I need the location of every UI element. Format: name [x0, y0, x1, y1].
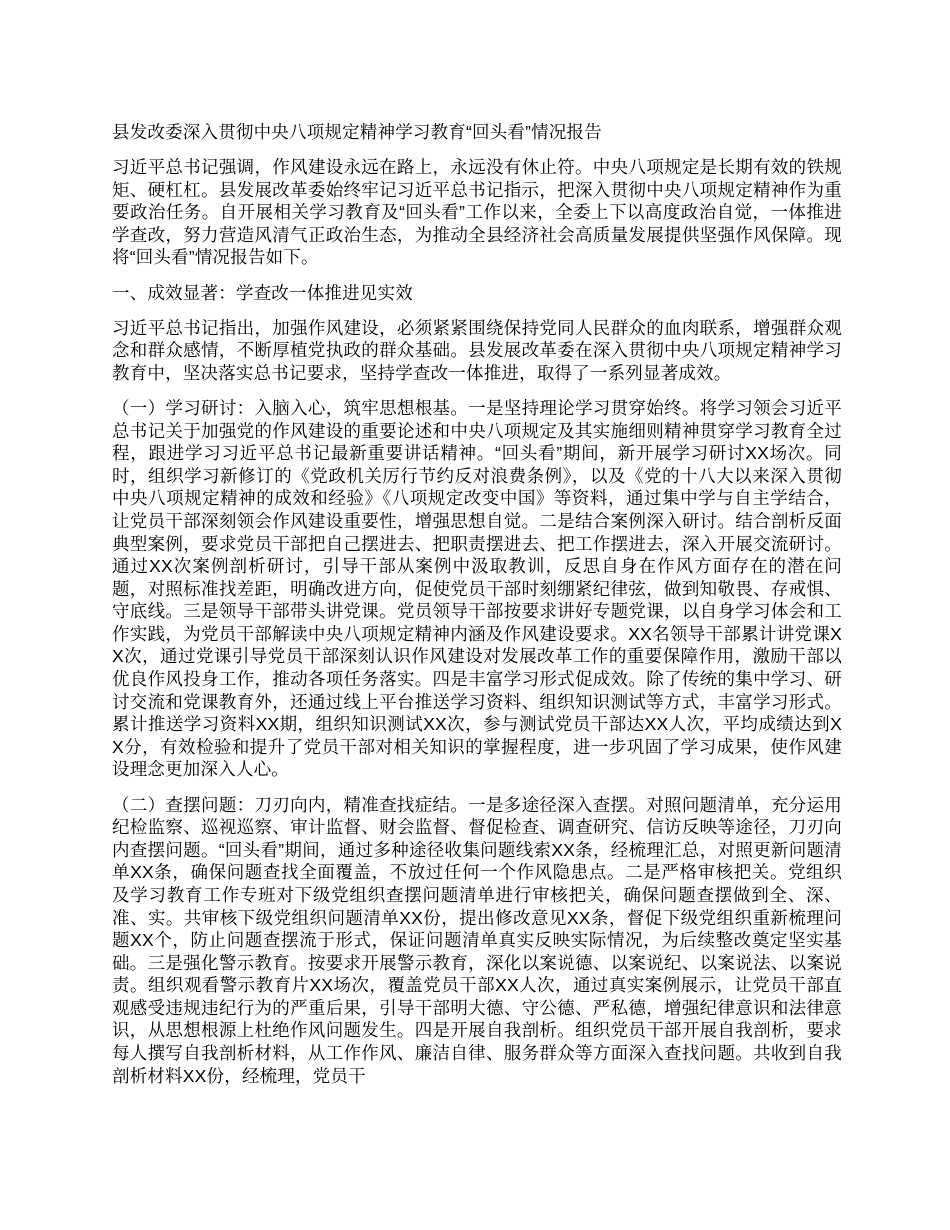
document-title: 县发改委深入贯彻中央八项规定精神学习教育“回头看”情况报告 — [112, 122, 602, 142]
section-1-item-1-paragraph: （一）学习研讨：入脑入心，筑牢思想根基。一是坚持理论学习贯穿始终。将学习领会习近平总书记关于加强党的作风建设的重要论述和中央八项规定及其实施细则精神贯穿学习教育全过程，跟进学习习近平总书记最新重要讲话精神。“回头看”期间，新开展学习研讨XX场次。同时，组织学习新修订的《党政机关厉行节约反对浪费条例》，以及《党的十八大以来深入贯彻中央八项规定精神的成效和经验》《八项规定改变中国》等资料，通过集中学与自主学结合，让党员干部深刻领会作风建设重要性，增强思想自觉。二是结合案例深入研讨。结合剖析反面典型案例，要求党员干部把自己摆进去、把职责摆进去、把工作摆进去，深入开展交流研讨。通过XX次案例剖析研讨，引导干部从案例中汲取教训，反思自身在作风方面存在的潜在问题，对照标准找差距，明确改进方向，促使党员干部时刻绷紧纪律弦，做到知敬畏、存戒惧、守底线。三是领导干部带头讲党课。党员领导干部按要求讲好专题党课，以自身学习体会和工作实践，为党员干部解读中央八项规定精神内涵及作风建设要求。XX名领导干部累计讲党课XX次，通过党课引导党员干部深刻认识作风建设对发展改革工作的重要保障作用，激励干部以优良作风投身工作，推动各项任务落实。四是丰富学习形式促成效。除了传统的集中学习、研讨交流和党课教育外，还通过线上平台推送学习资料、组织知识测试等方式，丰富学习形式。累计推送学习资料XX期，组织知识测试XX次，参与测试党员干部达XX人次，平均成绩达到XX分，有效检验和提升了党员干部对相关知识的掌握程度，进一步巩固了学习成果，使作风建设理念更加深入人心。 — [112, 397, 842, 780]
section-1-heading: 一、成效显著：学查改一体推进见实效 — [112, 282, 413, 303]
intro-paragraph: 习近平总书记强调，作风建设永远在路上，永远没有休止符。中央八项规定是长期有效的铁规矩、硬杠杠。县发展改革委始终牢记习近平总书记指示，把深入贯彻中央八项规定精神作为重要政治任务。自开展相关学习教育及“回头看”工作以来，全委上下以高度政治自觉，一体推进学查改，努力营造风清气正政治生态，为推动全县经济社会高质量发展提供坚强作风保障。现将“回头看”情况报告如下。 — [112, 157, 842, 268]
section-1-item-2-paragraph: （二）查摆问题：刀刃向内，精准查找症结。一是多途径深入查摆。对照问题清单，充分运用纪检监察、巡视巡察、审计监督、财会监督、督促检查、调查研究、信访反映等途径，刀刃向内查摆问题。“回头看”期间，通过多种途径收集问题线索XX条，经梳理汇总，对照更新问题清单XX条，确保问题查找全面覆盖，不放过任何一个作风隐患点。二是严格审核把关。党组织及学习教育工作专班对下级党组织查摆问题清单进行审核把关，确保问题查摆做到全、深、准、实。共审核下级党组织问题清单XX份，提出修改意见XX条，督促下级党组织重新梳理问题XX个，防止问题查摆流于形式，保证问题清单真实反映实际情况，为后续整改奠定坚实基础。三是强化警示教育。按要求开展警示教育，深化以案说德、以案说纪、以案说法、以案说责。组织观看警示教育片XX场次，覆盖党员干部XX人次，通过真实案例展示，让党员干部直观感受违规违纪行为的严重后果，引导干部明大德、守公德、严私德，增强纪律意识和法律意识，从思想根源上杜绝作风问题发生。四是开展自我剖析。组织党员干部开展自我剖析，要求每人撰写自我剖析材料，从工作作风、廉洁自律、服务群众等方面深入查找问题。共收到自我剖析材料XX份，经梳理，党员干 — [112, 794, 842, 1086]
section-1-intro-paragraph: 习近平总书记指出，加强作风建设，必须紧紧围绕保持党同人民群众的血肉联系，增强群众观念和群众感情，不断厚植党执政的群众基础。县发展改革委在深入贯彻中央八项规定精神学习教育中，坚决落实总书记要求，坚持学查改一体推进，取得了一系列显著成效。 — [112, 317, 842, 383]
